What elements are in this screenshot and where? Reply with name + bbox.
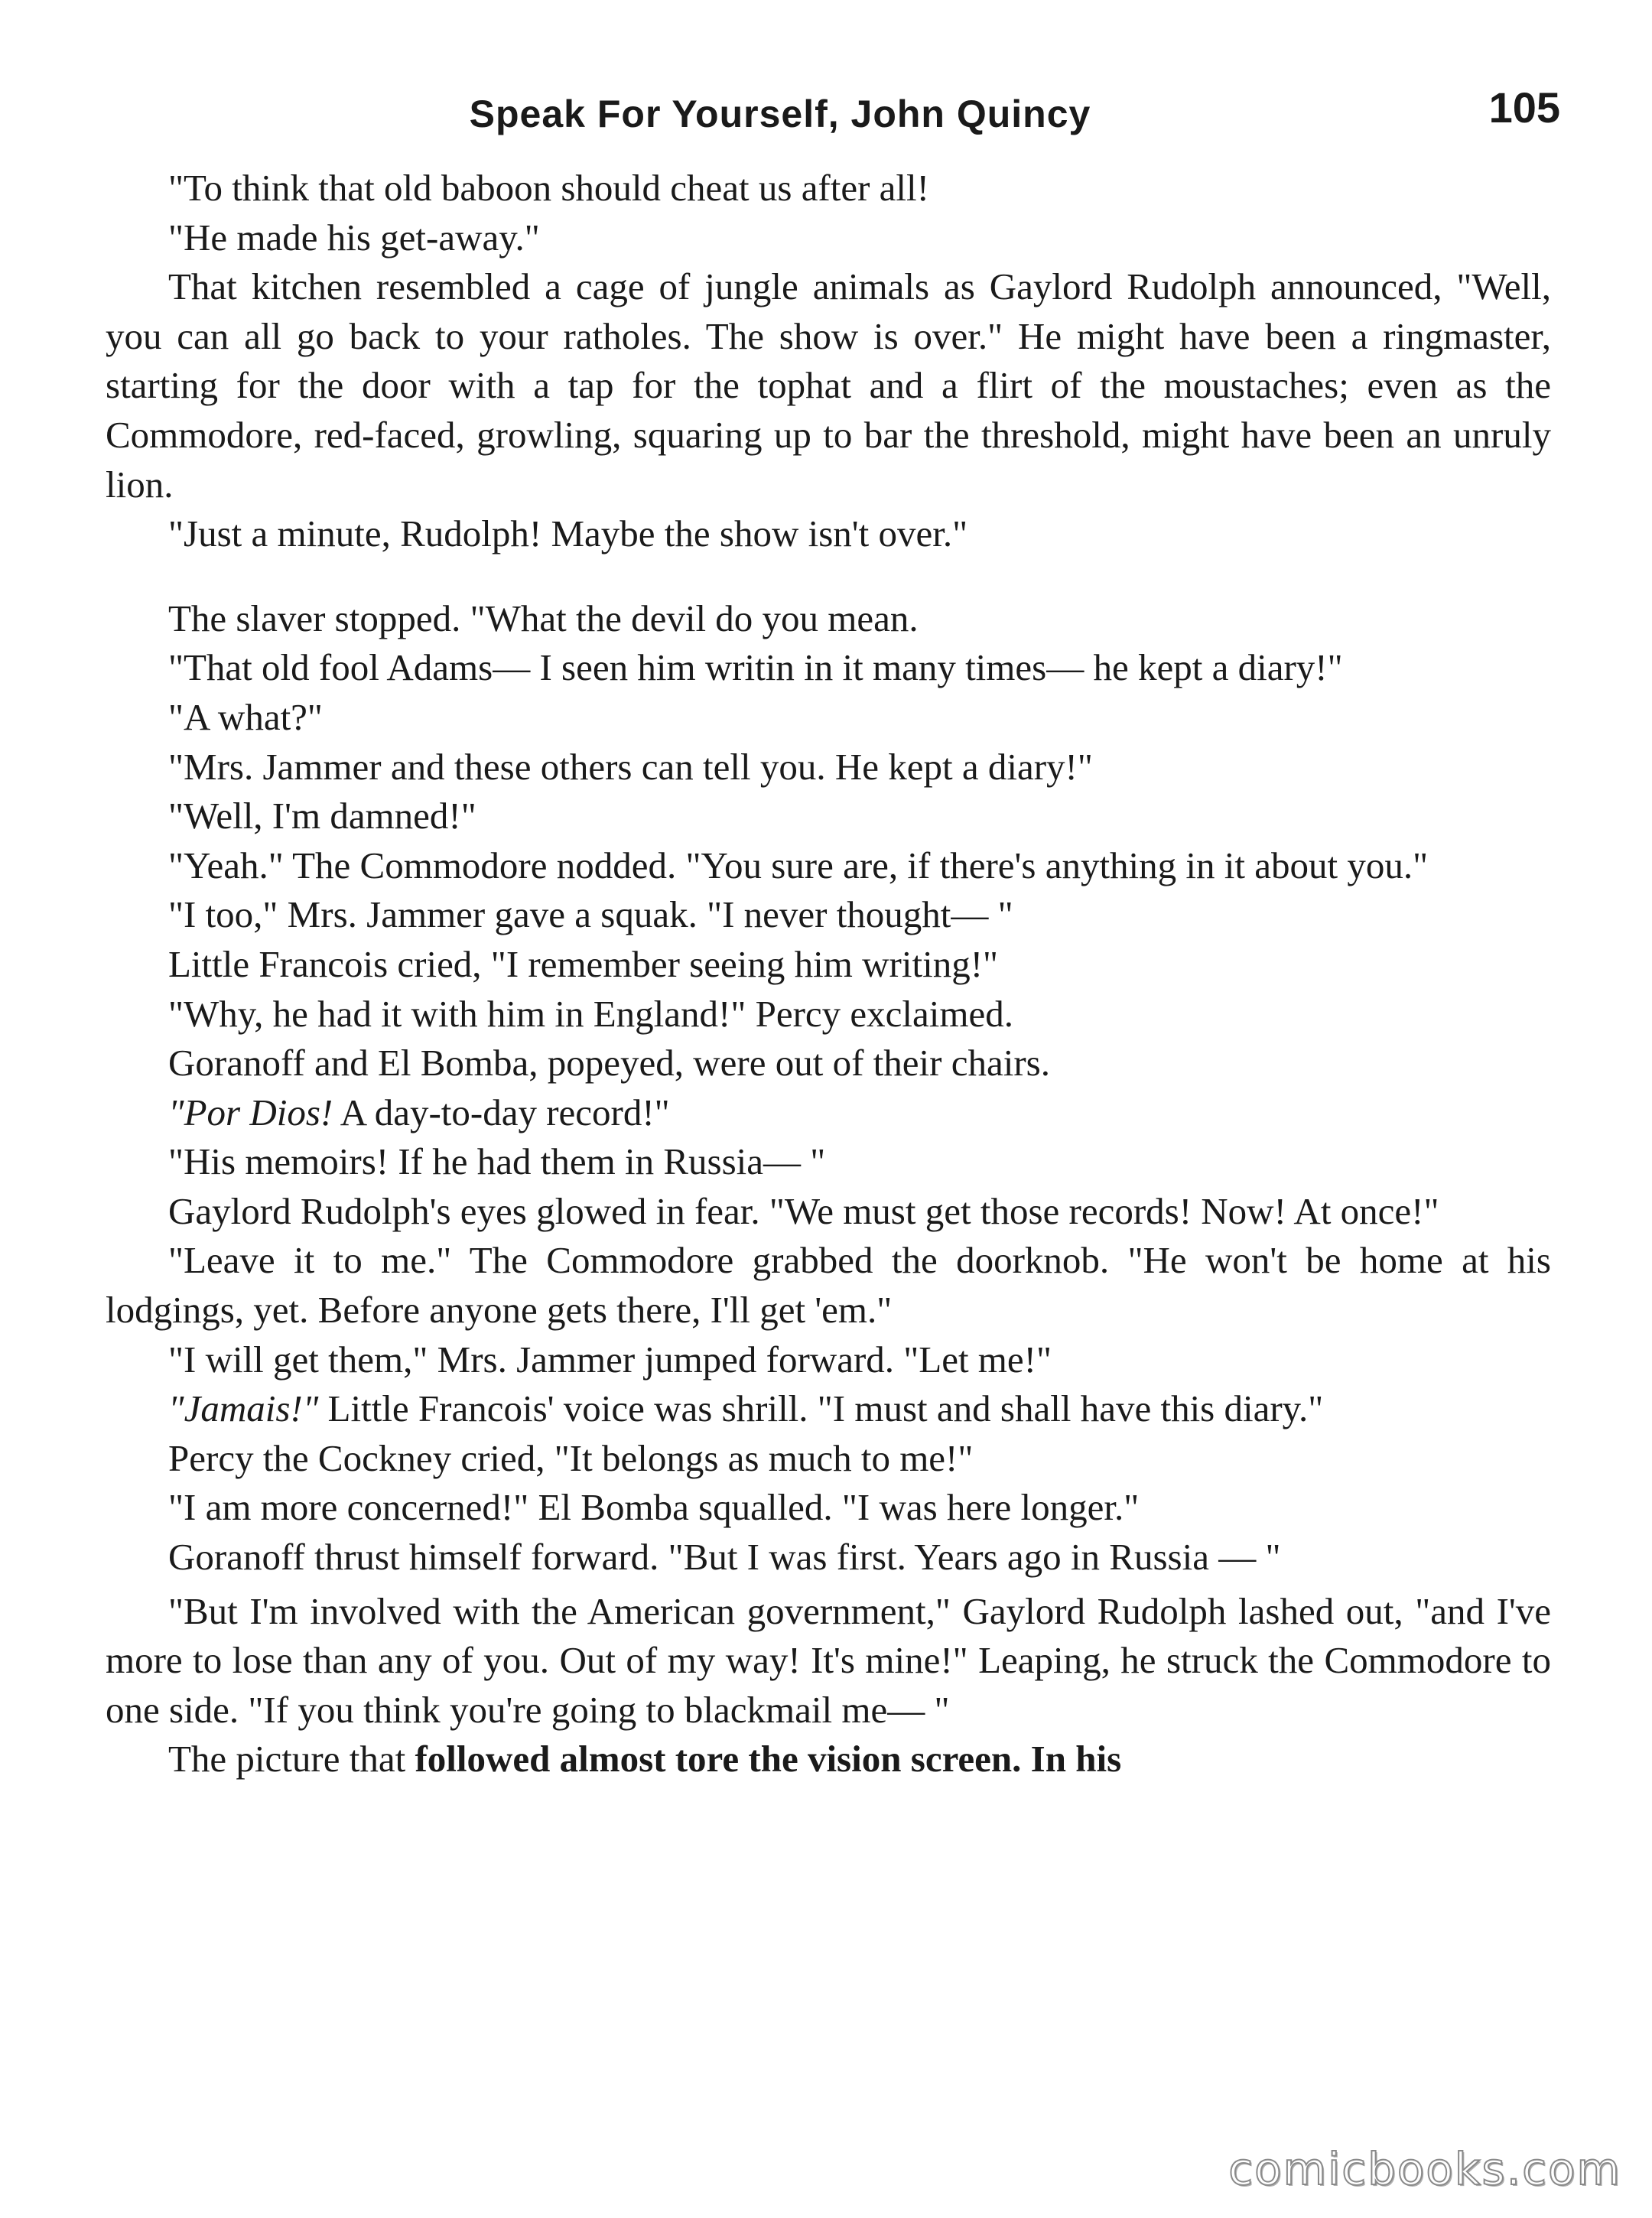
last-line-bold: followed almost tore the vision screen. In his (415, 1738, 1122, 1781)
paragraph: The slaver stopped. "What the devil do you mean. (168, 597, 919, 639)
paragraph: "I too," Mrs. Jammer gave a squak. "I never thought— " (168, 893, 1013, 936)
paragraph: Goranoff thrust himself forward. "But I was first. Years ago in Russia — " (168, 1536, 1281, 1579)
paragraph: "Leave it to me." The Commodore grabbed the doorknob. "He won't be home at his lodgings, yet. Before anyone gets there, I'll get 'em." (106, 1239, 1551, 1332)
paragraph: "That old fool Adams— I seen him writin in it many times— he kept a diary!" (168, 646, 1343, 689)
paragraph: "Mrs. Jammer and these others can tell you. He kept a diary!" (168, 745, 1093, 788)
paragraph: "Well, I'm damned!" (168, 795, 476, 837)
paragraph: "I will get them," Mrs. Jammer jumped forward. "Let me!" (168, 1338, 1052, 1381)
paragraph-por-dios (106, 1088, 1551, 1138)
paragraph: "Just a minute, Rudolph! Maybe the show isn't over." (168, 512, 968, 555)
paragraph: "But I'm involved with the American government," Gaylord Rudolph lashed out, "and I've more to lose than any of you. Out of my way! It's mine!" Leaping, he struck the Commodore to one side. "If you think you're going to blackmail me— " (106, 1589, 1551, 1731)
paragraph: "He made his get-away." (168, 216, 540, 259)
paragraph: "Why, he had it with him in England!" Percy exclaimed. (168, 992, 1014, 1035)
paragraph: Percy the Cockney cried, "It belongs as much to me!" (168, 1436, 974, 1479)
last-line-plain: The picture that (168, 1738, 415, 1781)
paragraph-jamais (106, 1384, 1551, 1434)
body-text (106, 164, 1551, 1784)
paragraph: "To think that old baboon should cheat us after all! (168, 167, 929, 209)
page-header (107, 83, 1560, 151)
paragraph: "Yeah." The Commodore nodded. "You sure are, if there's anything in it about you." (168, 844, 1429, 886)
jamais-rest: Little Francois' voice was shrill. "I must and shall have this diary." (318, 1387, 1324, 1430)
paragraph: Goranoff and El Bomba, popeyed, were out of their chairs. (168, 1042, 1050, 1085)
watermark-logo: comicbooks.com (1228, 2143, 1621, 2195)
paragraph: "His memoirs! If he had them in Russia— " (168, 1140, 826, 1183)
paragraph: "I am more concerned!" El Bomba squalled. "I was here longer." (168, 1486, 1140, 1529)
page-number: 105 (1488, 83, 1560, 132)
jamais-italic: "Jamais!" (168, 1387, 319, 1430)
por-dios-italic: "Por Dios! (168, 1091, 333, 1133)
paragraph: "A what?" (168, 695, 323, 738)
paragraph: Gaylord Rudolph's eyes glowed in fear. "We must get those records! Now! At once!" (168, 1189, 1439, 1232)
paragraph-last (106, 1735, 1551, 1784)
paragraph: That kitchen resembled a cage of jungle animals as Gaylord Rudolph announced, "Well, you can all go back to your ratholes. The show is over." He might have been a ringmaster, starting for the door with a tap for the tophat and a flirt of the moustaches; even as the Commodore, red-faced, growling, squaring up to bar the threshold, might have been an unruly lion. (106, 265, 1551, 506)
running-title: Speak For Yourself, John Quincy (469, 93, 1091, 135)
por-dios-rest: A day-to-day record!" (333, 1091, 670, 1133)
paragraph: Little Francois cried, "I remember seeing him writing!" (168, 942, 999, 985)
